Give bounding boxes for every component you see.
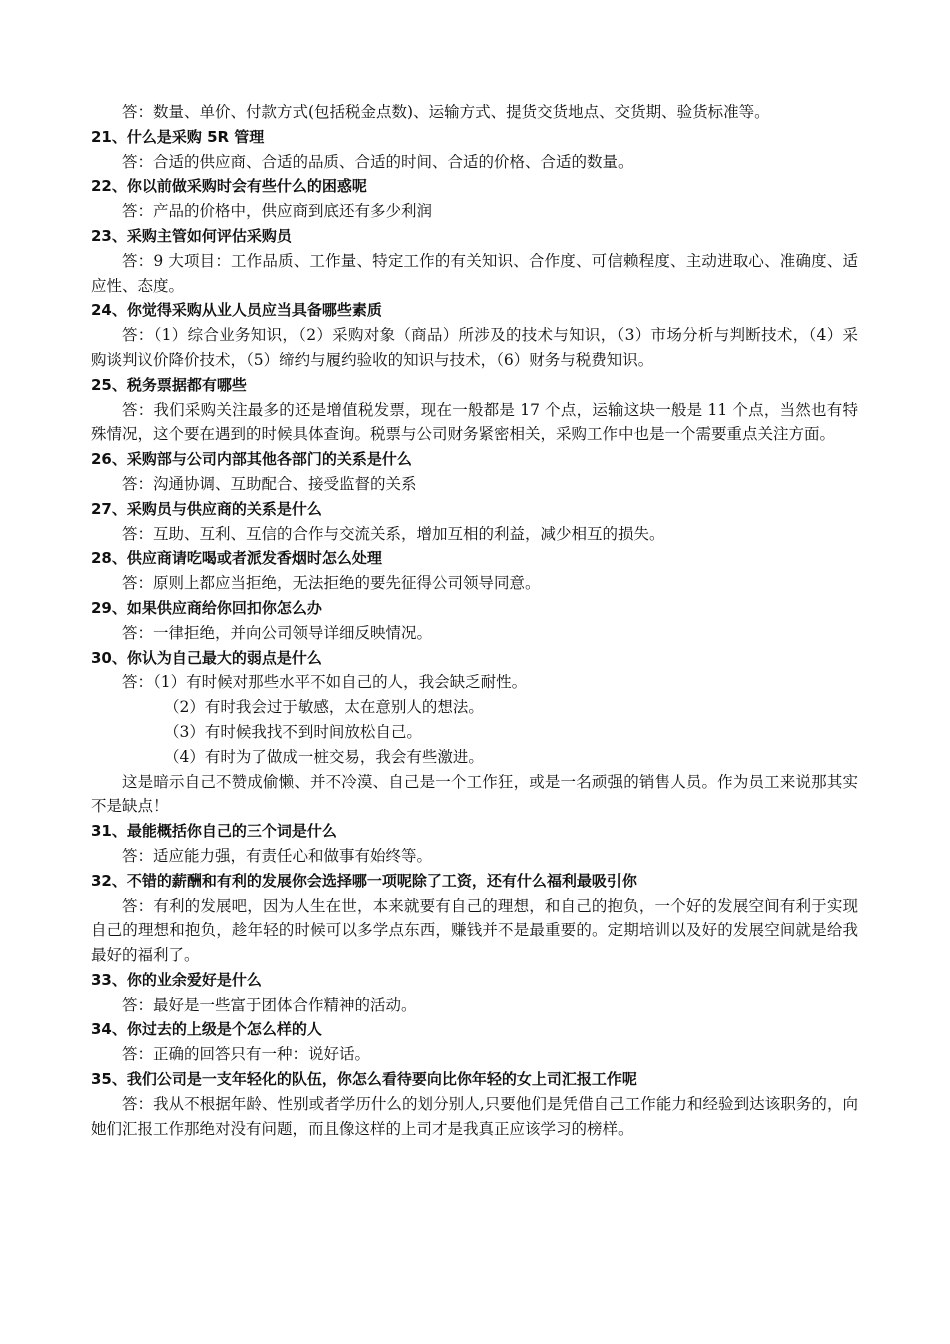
- answer-list-item: （3）有时候我找不到时间放松自己。: [164, 722, 422, 741]
- answer-paragraph: 答：适应能力强，有责任心和做事有始终等。: [122, 846, 433, 865]
- question-heading: 34、你过去的上级是个怎么样的人: [91, 1020, 322, 1039]
- question-heading: 28、供应商请吃喝或者派发香烟时怎么处理: [91, 549, 382, 568]
- answer-paragraph: 这是暗示自己不赞成偷懒、并不冷漠、自己是一个工作狂，或是一名顽强的销售人员。作为员工来说那其实不是缺点！: [91, 772, 858, 816]
- question-heading: 27、采购员与供应商的关系是什么: [91, 499, 322, 518]
- question-heading: 30、你认为自己最大的弱点是什么: [91, 648, 322, 667]
- question-heading: 32、不错的薪酬和有利的发展你会选择哪一项呢除了工资，还有什么福利最吸引你: [91, 871, 637, 890]
- question-heading: 29、如果供应商给你回扣你怎么办: [91, 598, 322, 617]
- question-heading: 25、税务票据都有哪些: [91, 375, 247, 394]
- question-heading: 35、我们公司是一支年轻化的队伍，你怎么看待要向比你年轻的女上司汇报工作呢: [91, 1070, 637, 1089]
- answer-paragraph: 答：我从不根据年龄、性别或者学历什么的划分别人,只要他们是凭借自己工作能力和经验到达该职务的，向她们汇报工作那绝对没有问题，而且像这样的上司才是我真正应该学习的榜样。: [91, 1094, 858, 1138]
- answer-paragraph: 答：合适的供应商、合适的品质、合适的时间、合适的价格、合适的数量。: [122, 152, 634, 171]
- answer-list-item: （4）有时为了做成一桩交易，我会有些激进。: [164, 747, 484, 766]
- answer-paragraph: 答：（1）综合业务知识，（2）采购对象（商品）所涉及的技术与知识，（3）市场分析与判断技术，（4）采购谈判议价降价技术，（5）缔约与履约验收的知识与技术，（6）财务与税费知识。: [91, 326, 858, 369]
- document-body: [91, 100, 858, 1141]
- answer-paragraph: 答：原则上都应当拒绝，无法拒绝的要先征得公司领导同意。: [122, 574, 541, 593]
- answer-paragraph: 答：正确的回答只有一种：说好话。: [122, 1045, 371, 1064]
- answer-list-item: （2）有时我会过于敏感，太在意别人的想法。: [164, 698, 484, 717]
- question-heading: 24、你觉得采购从业人员应当具备哪些素质: [91, 301, 382, 320]
- question-heading: 26、采购部与公司内部其他各部门的关系是什么: [91, 450, 412, 469]
- answer-paragraph: 答：最好是一些富于团体合作精神的活动。: [122, 995, 417, 1014]
- question-heading: 31、最能概括你自己的三个词是什么: [91, 822, 337, 841]
- answer-paragraph: 答：一律拒绝，并向公司领导详细反映情况。: [122, 623, 433, 642]
- answer-paragraph: 答：数量、单价、付款方式(包括税金点数)、运输方式、提货交货地点、交货期、验货标准等。: [122, 103, 770, 121]
- answer-paragraph: 答：我们采购关注最多的还是增值税发票，现在一般都是 17 个点，运输这块一般是 11 个点，当然也有特殊情况，这个要在遇到的时候具体查询。税票与公司财务紧密相关，采购工作中也是一个需要重点关注方面。: [91, 400, 858, 444]
- answer-paragraph: 答：沟通协调、互助配合、接受监督的关系: [122, 474, 417, 493]
- answer-paragraph: 答：产品的价格中，供应商到底还有多少利润: [122, 202, 433, 221]
- question-heading: 33、你的业余爱好是什么: [91, 970, 262, 989]
- question-heading: 23、采购主管如何评估采购员: [91, 226, 292, 245]
- answer-paragraph: 答：有利的发展吧，因为人生在世，本来就要有自己的理想，和自己的抱负，一个好的发展空间有利于实现自己的理想和抱负，趁年轻的时候可以多学点东西，赚钱并不是最重要的。定期培训以及好的发展空间就是给我最好的福利了。: [91, 896, 858, 965]
- answer-paragraph: 答：互助、互利、互信的合作与交流关系，增加互相的利益，减少相互的损失。: [122, 524, 665, 543]
- answer-list-item: 答：（1）有时候对那些水平不如自己的人，我会缺乏耐性。: [122, 673, 528, 692]
- answer-paragraph: 答：9 大项目：工作品质、工作量、特定工作的有关知识、合作度、可信赖程度、主动进取心、准确度、适应性、态度。: [91, 251, 858, 295]
- question-heading: 21、什么是采购 5R 管理: [91, 127, 265, 146]
- question-heading: 22、你以前做采购时会有些什么的困惑呢: [91, 177, 367, 196]
